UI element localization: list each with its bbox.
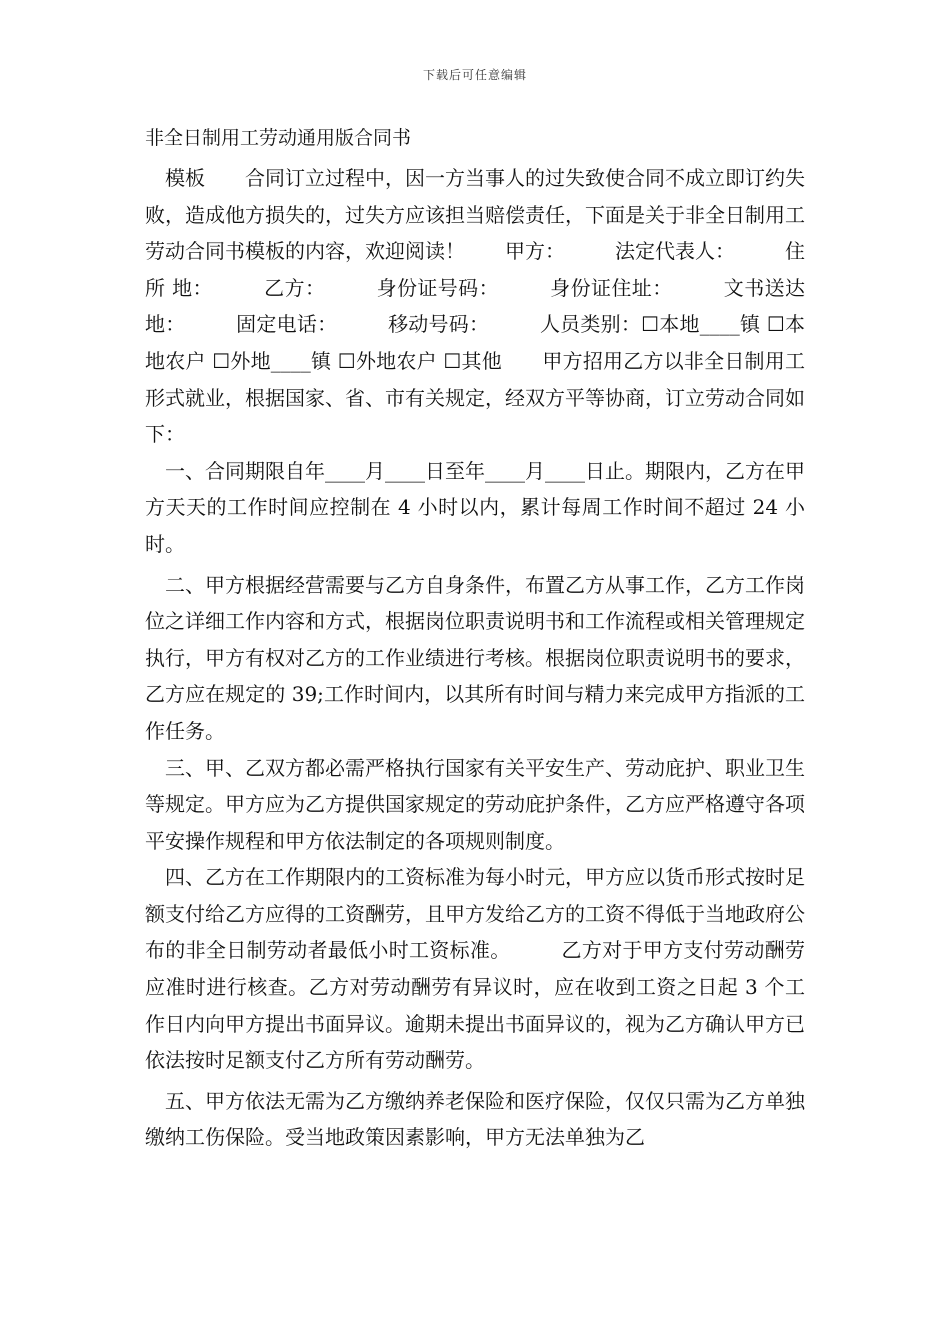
paragraph-clause-4: 四、乙方在工作期限内的工资标准为每小时元，甲方应以货币形式按时足额支付给乙方应得的工资酬劳，且甲方发给乙方的工资不得低于当地政府公布的非全日制劳动者最低小时工资标准。 乙方对于甲方支付劳动酬劳应准时进行核查。乙方对劳动酬劳有异议时，应在收到工资之日起 3 个工作日内向甲方提出书面异议。逾期未提出书面异议的，视为乙方确认甲方已依法按时足额支付乙方所有劳动酬劳。 [145,865,805,1073]
document-title: 非全日制用工劳动通用版合同书 [145,127,412,149]
document-body [145,124,805,1156]
paragraph-intro: 模板 合同订立过程中，因一方当事人的过失致使合同不成立即订约失败，造成他方损失的，过失方应该担当赔偿责任，下面是关于非全日制用工劳动合同书模板的内容，欢迎阅读！ 甲方： 法定代表人： 住 所 地： 乙方： 身份证号码： 身份证住址： 文书送达地： 固定电话： 移动号码： 人员类别：☐本地____镇 ☐本地农户 ☐外地____镇 ☐外地农户 ☐其他 甲方招用乙方以非全日制用工形式就业，根据国家、省、市有关规定，经双方平等协商，订立劳动合同如下： [145,166,805,447]
paragraph-clause-3: 三、甲、乙双方都必需严格执行国家有关平安生产、劳动庇护、职业卫生等规定。甲方应为乙方提供国家规定的劳动庇护条件，乙方应严格遵守各项平安操作规程和甲方依法制定的各项规则制度。 [145,755,805,853]
page-header: 下载后可任意编辑 [422,68,527,82]
paragraph-clause-2: 二、甲方根据经营需要与乙方自身条件，布置乙方从事工作，乙方工作岗位之详细工作内容和方式，根据岗位职责说明书和工作流程或相关管理规定执行，甲方有权对乙方的工作业绩进行考核。根据岗位职责说明书的要求，乙方应在规定的 39;工作时间内，以其所有时间与精力来完成甲方指派的工作任务。 [145,572,805,743]
paragraph-clause-5: 五、甲方依法无需为乙方缴纳养老保险和医疗保险，仅仅只需为乙方单独缴纳工伤保险。受当地政策因素影响，甲方无法单独为乙 [145,1088,805,1150]
paragraph-clause-1: 一、合同期限自年____月____日至年____月____日止。期限内，乙方在甲方天天的工作时间应控制在 4 小时以内，累计每周工作时间不超过 24 小时。 [145,458,805,556]
